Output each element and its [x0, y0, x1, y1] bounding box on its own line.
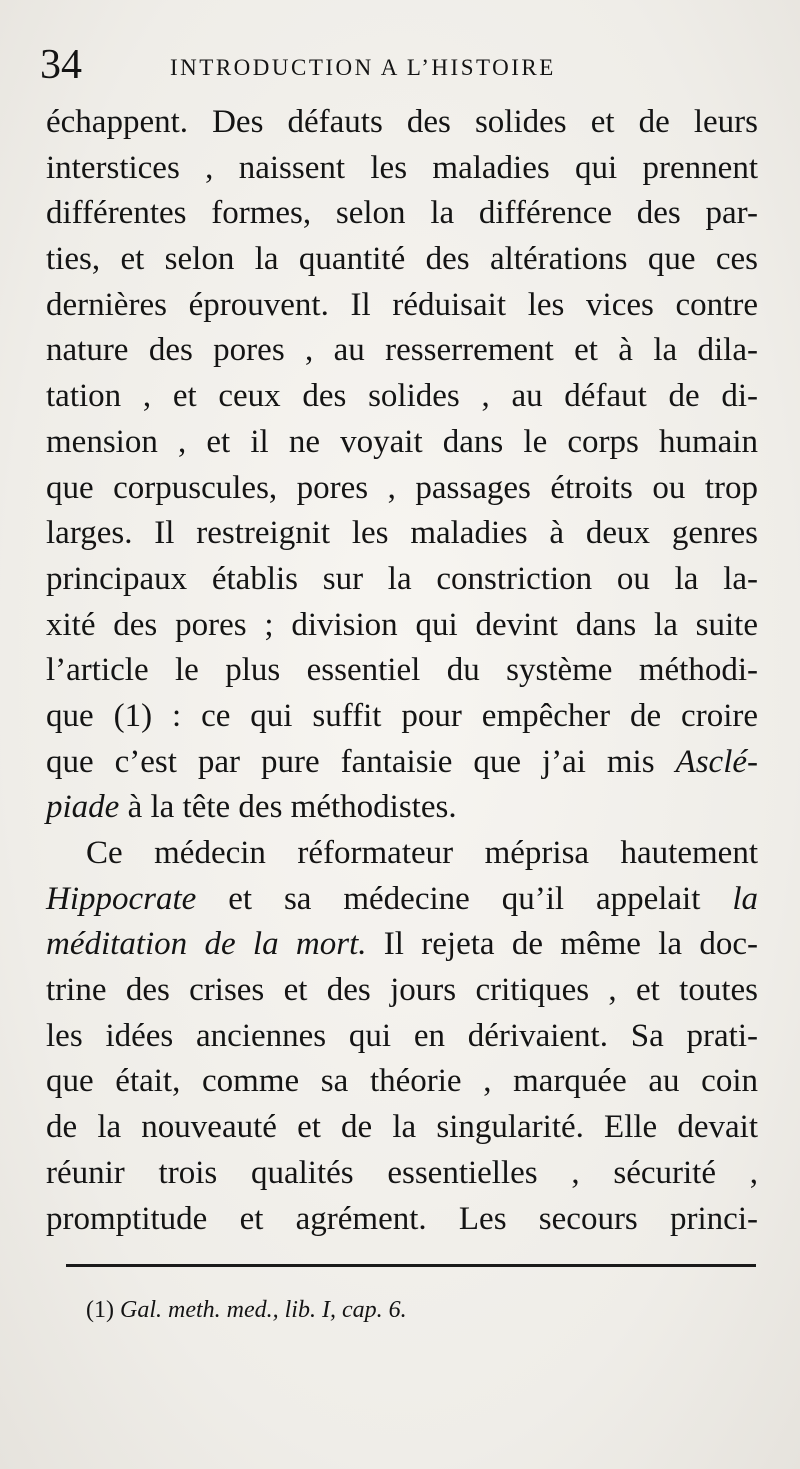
footnote-text: Gal. meth. med., lib. I, cap. 6.: [119, 1297, 407, 1323]
page-number: 34: [40, 42, 82, 88]
page-header: [40, 40, 760, 90]
text-line: mension , et il ne voyait dans le corps humain: [46, 423, 758, 460]
italic-phrase: la: [732, 880, 758, 917]
footnote-marker: (1): [86, 1297, 120, 1323]
text-line: que était, comme sa théorie , marquée au coin: [46, 1063, 758, 1100]
text-line: ties, et selon la quantité des altérations que ces: [46, 241, 758, 278]
text-line: larges. Il restreignit les maladies à deux genres: [46, 515, 758, 552]
text-line: tation , et ceux des solides , au défaut de di-: [46, 378, 758, 415]
italic-phrase: méditation de la mort.: [46, 926, 367, 963]
text-line: de la nouveauté et de la singularité. Elle devait: [46, 1109, 758, 1146]
text-line: différentes formes, selon la différence des par-: [46, 195, 758, 232]
text-line: dernières éprouvent. Il réduisait les vices contre: [46, 286, 758, 323]
text-line: [46, 740, 758, 786]
text-line: nature des pores , au resserrement et à la dila-: [46, 332, 758, 369]
text-run: et sa médecine qu’il appelait: [196, 880, 733, 917]
footnote-rule: [66, 1264, 756, 1267]
text-line: réunir trois qualités essentielles , sécurité ,: [46, 1154, 758, 1191]
italic-name: piade: [46, 789, 120, 826]
footnote: [86, 1290, 407, 1330]
text-line: [46, 922, 758, 968]
italic-name: Asclé-: [675, 743, 758, 780]
text-line: [46, 877, 758, 923]
text-line: promptitude et agrément. Les secours princi-: [46, 1200, 758, 1237]
text-run: à la tête des méthodistes.: [119, 789, 457, 826]
text-line: l’article le plus essentiel du système méthodi-: [46, 652, 758, 689]
body-text: [46, 100, 758, 1242]
text-line: que (1) : ce qui suffit pour empêcher de croire: [46, 697, 758, 734]
text-line: Ce médecin réformateur méprisa hautement: [86, 835, 758, 871]
text-line: échappent. Des défauts des solides et de leurs: [46, 104, 758, 140]
text-line: [46, 785, 758, 831]
text-line: les idées anciennes qui en dérivaient. Sa prati-: [46, 1017, 758, 1054]
text-run: que c’est par pure fantaisie que j’ai mis: [46, 743, 676, 780]
text-line: interstices , naissent les maladies qui prennent: [46, 149, 758, 186]
text-run: Il rejeta de même la doc-: [366, 926, 759, 963]
text-line: principaux établis sur la constriction ou la la-: [46, 560, 758, 597]
text-line: xité des pores ; division qui devint dans la suite: [46, 606, 758, 643]
running-head: INTRODUCTION A L’HISTOIRE: [170, 55, 556, 80]
text-line: trine des crises et des jours critiques , et toutes: [46, 972, 758, 1009]
text-line: que corpuscules, pores , passages étroits ou trop: [46, 469, 758, 506]
italic-name: Hippocrate: [46, 880, 197, 917]
